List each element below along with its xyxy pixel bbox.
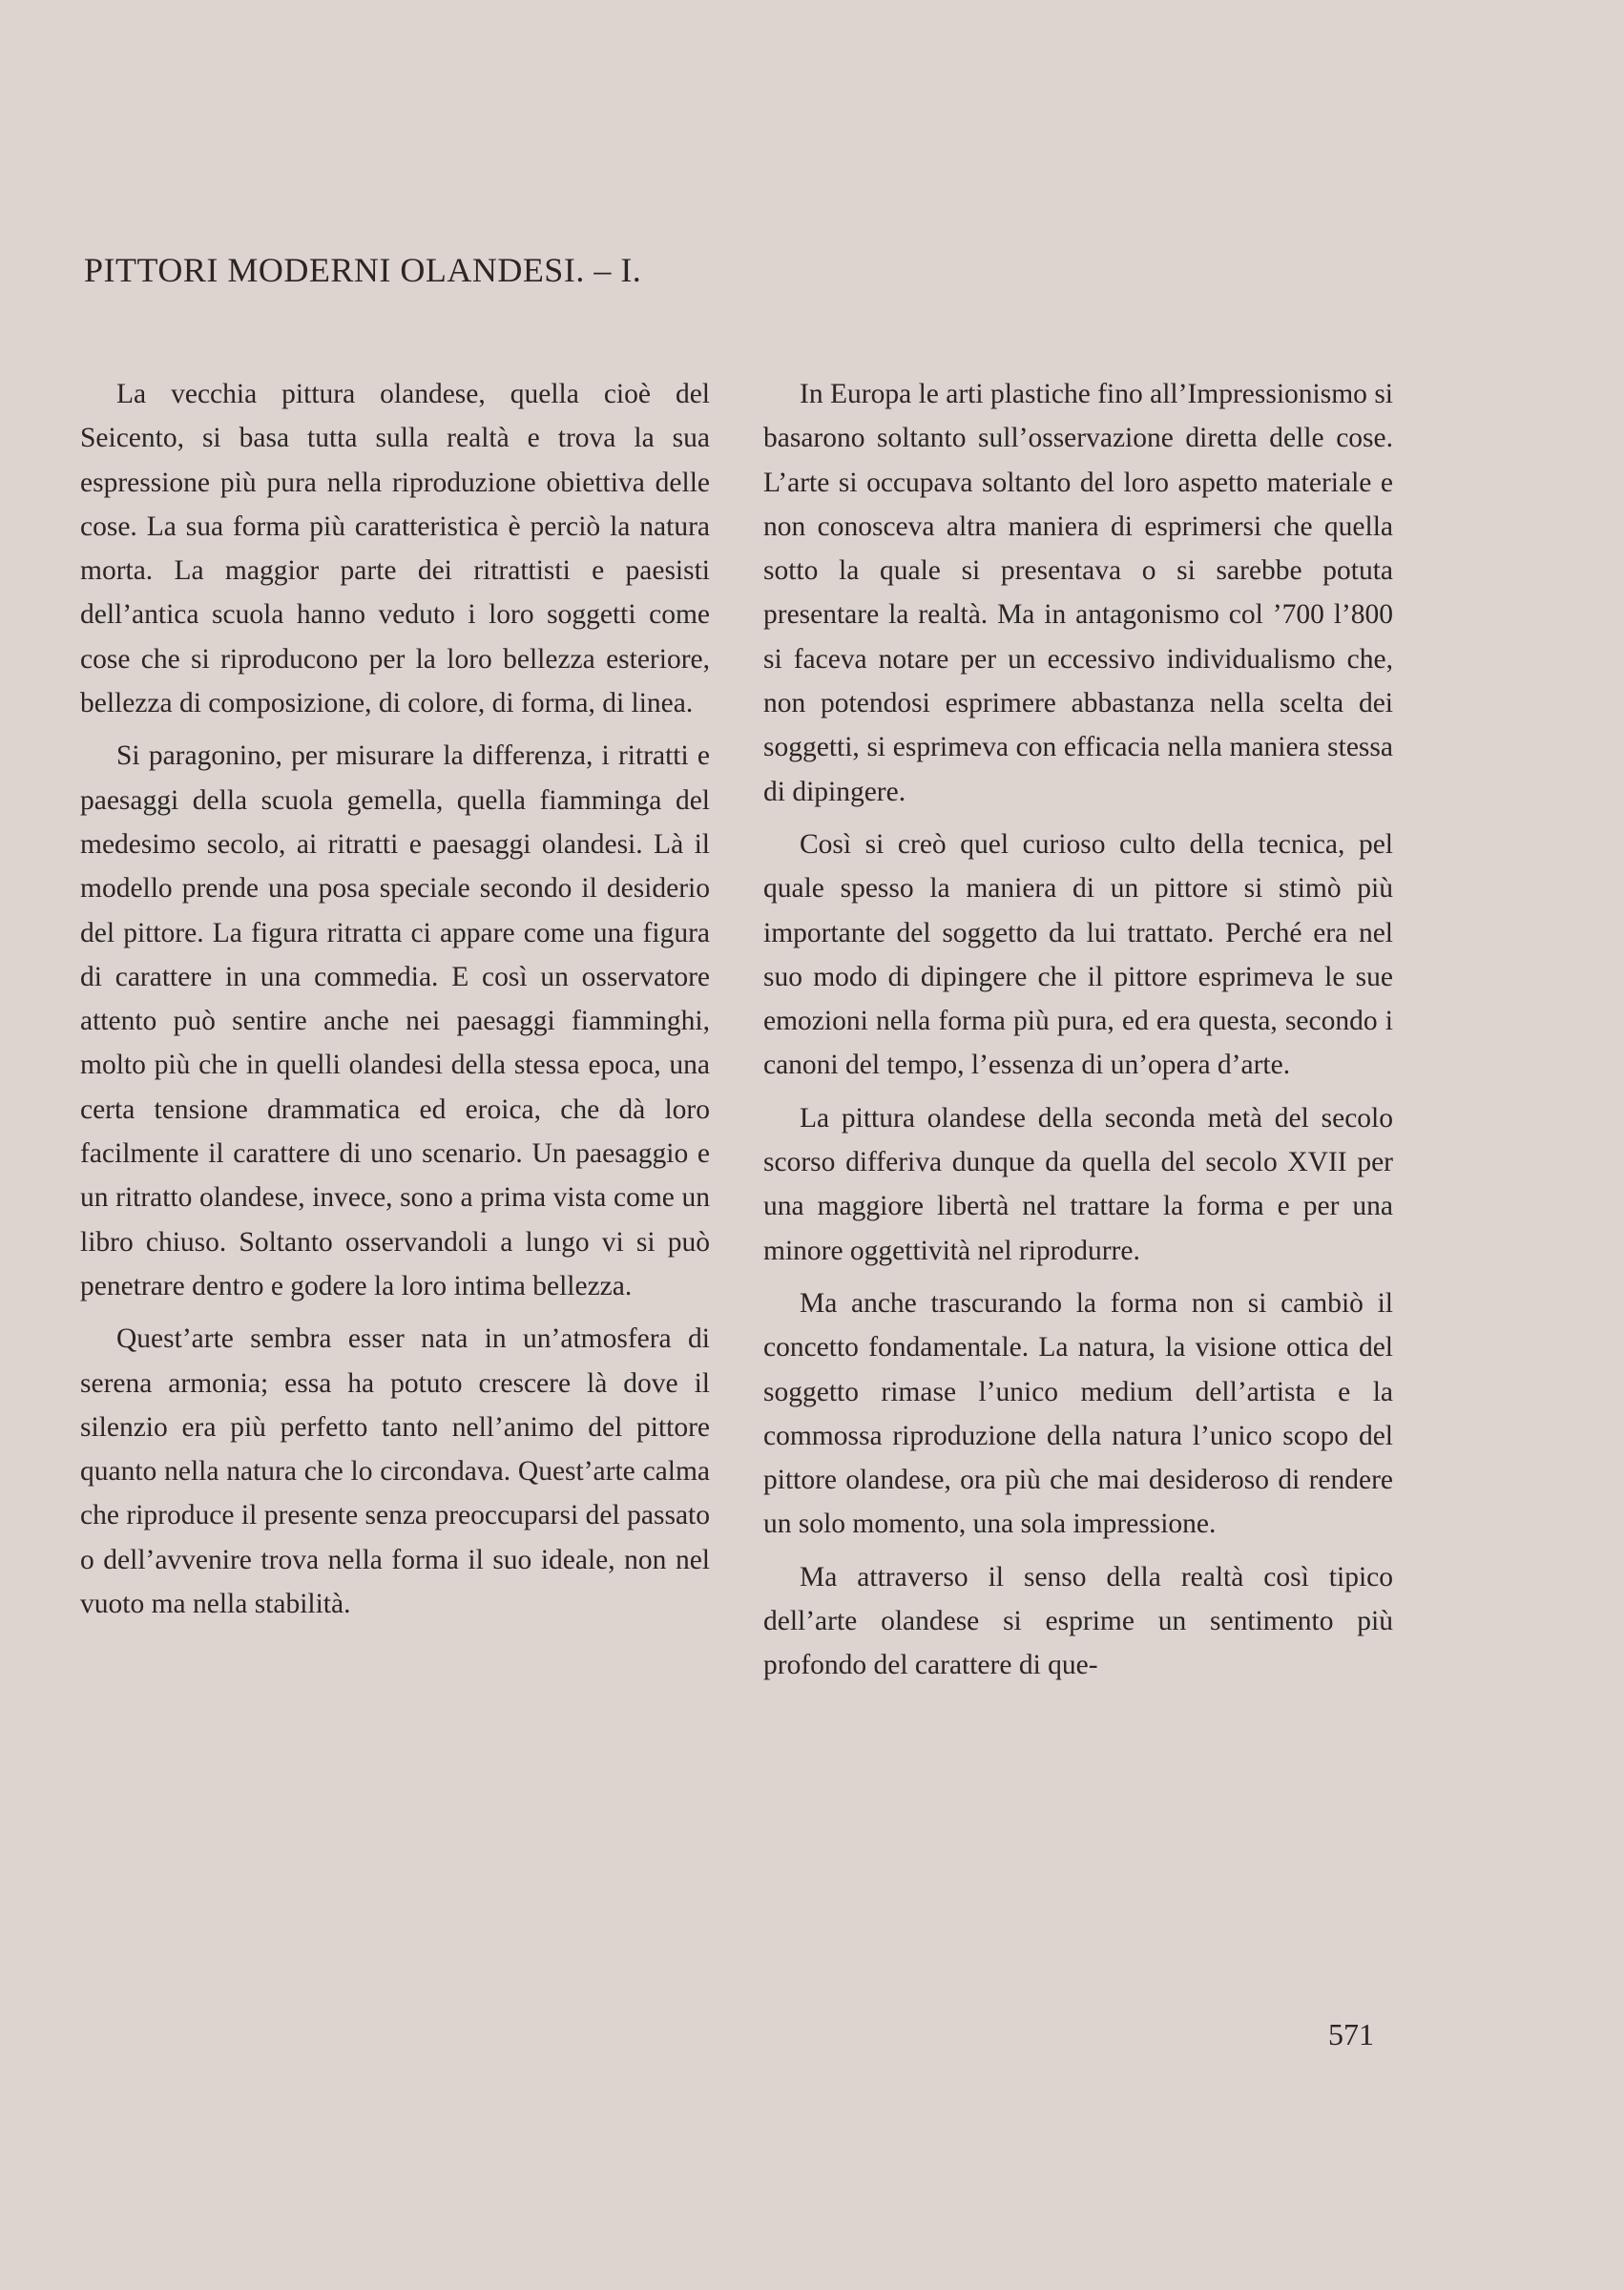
paragraph: Così si creò quel curioso culto della tecnica, pel quale spesso la maniera di un pittore si stimò più importante del soggetto da lui trattato. Perché era nel suo modo di dipingere che il pittore esprimeva le sue emozioni nella forma più pura, ed era questa, secondo i canoni del tempo, l’essenza di un’opera d’arte. (763, 828, 1393, 1081)
right-column (763, 372, 1393, 1688)
paragraph: Ma anche trascurando la forma non si cambiò il concetto fondamentale. La natura, la visione ottica del soggetto rimase l’unico medium dell’artista e la commossa riproduzione della natura l’unico scopo del pittore olandese, ora più che mai desideroso di rendere un solo momento, una sola impressione. (763, 1287, 1393, 1540)
page-number: 571 (1328, 2017, 1374, 2051)
paragraph: In Europa le arti plastiche fino all’Impressionismo si basarono soltanto sull’osservazione diretta delle cose. L’arte si occupava soltanto del loro aspetto materiale e non conosceva altra maniera di esprimersi che quella sotto la quale si presentava o si sarebbe potuta presentare la realtà. Ma in antagonismo col ’700 l’800 si faceva notare per un eccessivo individualismo che, non potendosi esprimere abbastanza nella scelta dei soggetti, si esprimeva con efficacia nella maniera stessa di dipingere. (763, 379, 1393, 807)
paragraph: Quest’arte sembra esser nata in un’atmosfera di serena armonia; essa ha potuto crescere là dove il silenzio era più perfetto tanto nell’animo del pittore quanto nella natura che lo circondava. Quest’arte calma che riproduce il presente senza preoccuparsi del passato o dell’avvenire trova nella forma il suo ideale, non nel vuoto ma nella stabilità. (80, 1323, 710, 1620)
paragraph: Si paragonino, per misurare la differenza, i ritratti e paesaggi della scuola gemella, quella fiamminga del medesimo secolo, ai ritratti e paesaggi olandesi. Là il modello prende una posa speciale secondo il desiderio del pittore. La figura ritratta ci appare come una figura di carattere in una commedia. E così un osservatore attento può sentire anche nei paesaggi fiamminghi, molto più che in quelli olandesi della stessa epoca, una certa tensione drammatica ed eroica, che dà loro facilmente il carattere di uno scenario. Un paesaggio e un ritratto olandese, invece, sono a prima vista come un libro chiuso. Soltanto osservandoli a lungo vi si può penetrare dentro e godere la loro intima bellezza. (80, 740, 710, 1301)
page-title: PITTORI MODERNI OLANDESI. – I. (84, 251, 642, 289)
paragraph: La vecchia pittura olandese, quella cioè del Seicento, si basa tutta sulla realtà e trova la sua espressione più pura nella riproduzione obiettiva delle cose. La sua forma più caratteristica è perciò la natura morta. La maggior parte dei ritrattisti e paesisti dell’antica scuola hanno veduto i loro soggetti come cose che si riproducono per la loro bellezza esteriore, bellezza di composizione, di colore, di forma, di linea. (80, 379, 710, 719)
paragraph: La pittura olandese della seconda metà del secolo scorso differiva dunque da quella del secolo XVII per una maggiore libertà nel trattare la forma e per una minore oggettività nel riprodurre. (763, 1102, 1393, 1266)
paragraph: Ma attraverso il senso della realtà così tipico dell’arte olandese si esprime un sentimento più profondo del carattere di que- (763, 1561, 1393, 1681)
left-column (80, 372, 710, 1626)
